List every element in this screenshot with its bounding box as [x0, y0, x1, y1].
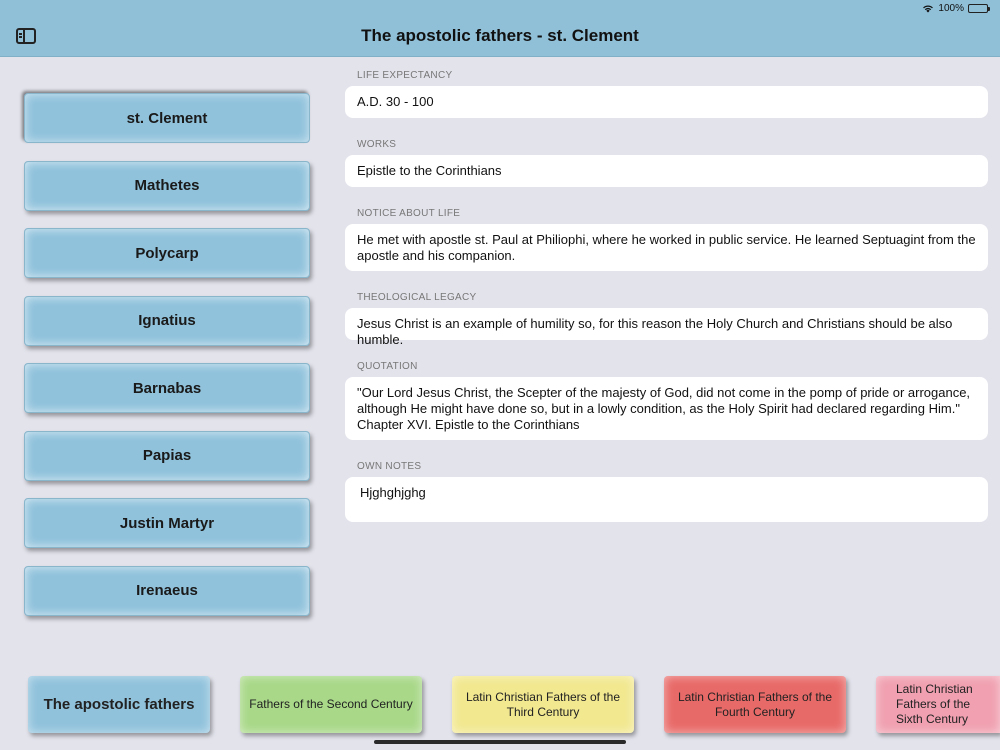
- father-button-papias[interactable]: Papias: [24, 431, 310, 481]
- father-button-barnabas[interactable]: Barnabas: [24, 363, 310, 413]
- quotation-label: QUOTATION: [357, 361, 418, 372]
- category-fourth-century[interactable]: Latin Christian Fathers of the Fourth Century: [664, 676, 846, 733]
- status-bar: [922, 3, 988, 14]
- detail-panel: [345, 70, 988, 543]
- life-expectancy-label: LIFE EXPECTANCY: [357, 70, 453, 81]
- category-sixth-century[interactable]: Latin Christian Fathers of the Sixth Century: [876, 676, 1000, 733]
- works-label: WORKS: [357, 139, 397, 150]
- father-button-st-clement[interactable]: st. Clement: [24, 93, 310, 143]
- own-notes-field[interactable]: Hjghghjghg: [345, 477, 988, 522]
- father-button-ignatius[interactable]: Ignatius: [24, 296, 310, 346]
- notice-about-life-field[interactable]: He met with apostle st. Paul at Philiophi, where he worked in public service. He learned Septuagint from the apostle and his companion.: [345, 224, 988, 271]
- theological-legacy-label: THEOLOGICAL LEGACY: [357, 292, 477, 303]
- father-button-polycarp[interactable]: Polycarp: [24, 228, 310, 278]
- works-field[interactable]: Epistle to the Corinthians: [345, 155, 988, 187]
- own-notes-label: OWN NOTES: [357, 461, 422, 472]
- category-apostolic-fathers[interactable]: The apostolic fathers: [28, 676, 210, 733]
- theological-legacy-field[interactable]: Jesus Christ is an example of humility so, for this reason the Holy Church and Christians should be also humble.: [345, 308, 988, 340]
- life-expectancy-field[interactable]: A.D. 30 - 100: [345, 86, 988, 118]
- father-button-justin-martyr[interactable]: Justin Martyr: [24, 498, 310, 548]
- notice-about-life-label: NOTICE ABOUT LIFE: [357, 208, 461, 219]
- category-bar: [0, 676, 1000, 736]
- wifi-icon: [922, 4, 934, 13]
- quotation-field[interactable]: "Our Lord Jesus Christ, the Scepter of the majesty of God, did not come in the pomp of pride or arrogance, although He might have done so, but in a lowly condition, as the Holy Spirit had declared regarding Him." Chapter XVI. Epistle to the Corinthians: [345, 377, 988, 440]
- father-button-mathetes[interactable]: Mathetes: [24, 161, 310, 211]
- battery-percentage: 100%: [938, 3, 964, 14]
- category-second-century[interactable]: Fathers of the Second Century: [240, 676, 422, 733]
- page-title: The apostolic fathers - st. Clement: [361, 26, 639, 45]
- father-button-irenaeus[interactable]: Irenaeus: [24, 566, 310, 616]
- battery-icon: [968, 4, 988, 13]
- navigation-bar: [0, 0, 1000, 57]
- category-third-century[interactable]: Latin Christian Fathers of the Third Century: [452, 676, 634, 733]
- fathers-list: [24, 93, 310, 633]
- home-indicator[interactable]: [374, 740, 626, 744]
